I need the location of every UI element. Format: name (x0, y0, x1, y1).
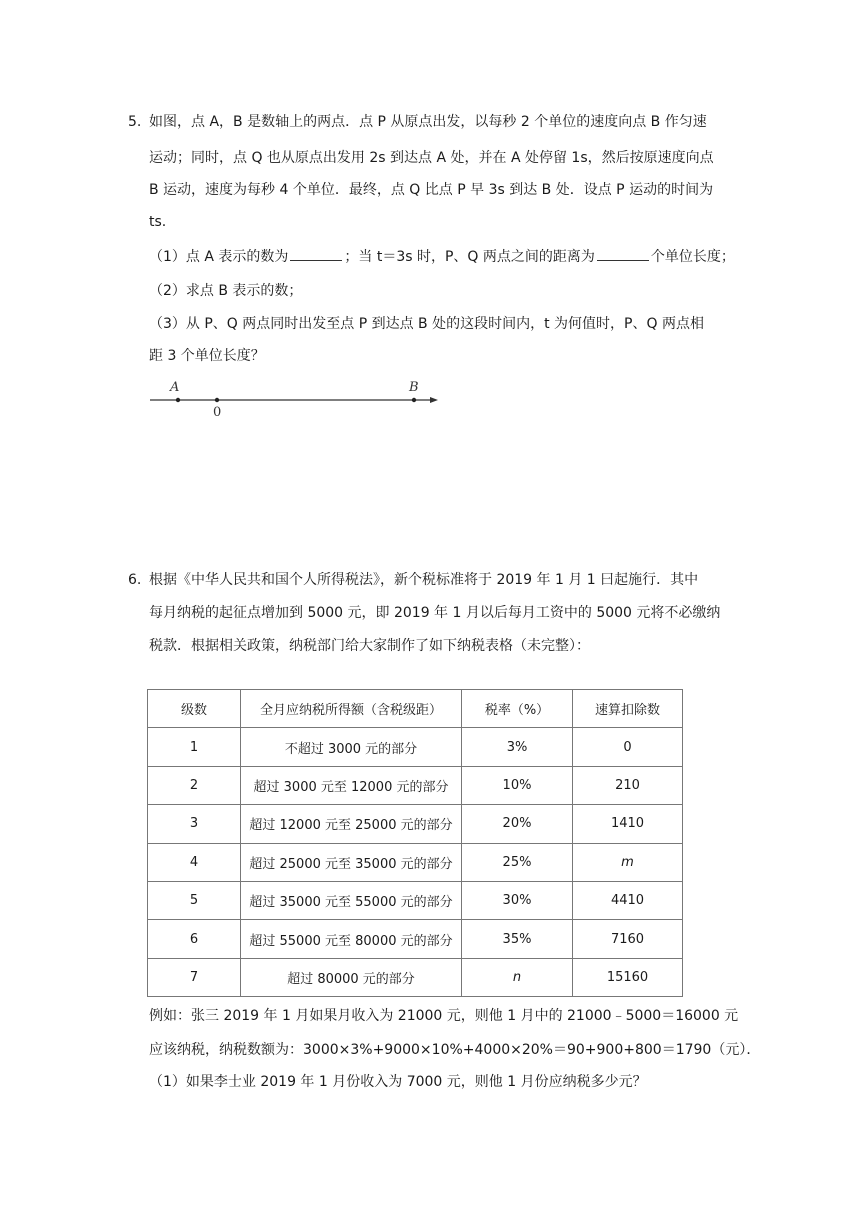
table-row (148, 766, 683, 804)
table-cell: 5 (148, 881, 241, 919)
table-row (148, 843, 683, 881)
point-a-dot (176, 398, 180, 402)
table-header-cell: 全月应纳税所得额（含税级距） (241, 690, 462, 728)
point-b-label: B (409, 380, 419, 395)
table-header-cell: 级数 (148, 690, 241, 728)
table-cell: 2 (148, 766, 241, 804)
table-cell: 10% (462, 766, 573, 804)
question-6-number: 6. (128, 572, 142, 588)
table-header-row (148, 690, 683, 728)
question-6-part-1: （1）如果李士业 2019 年 1 月份收入为 7000 元，则他 1 月份应纳税多少元？ (149, 1074, 647, 1090)
point-a-label: A (170, 380, 180, 395)
table-cell: 6 (148, 920, 241, 958)
table-cell: 20% (462, 805, 573, 843)
table-cell: 3 (148, 805, 241, 843)
table-cell: 超过 35000 元至 55000 元的部分 (241, 881, 462, 919)
question-6-line-3: 税款．根据相关政策，纳税部门给大家制作了如下纳税表格（未完整）： (149, 638, 590, 654)
table-cell: 210 (573, 766, 683, 804)
table-row (148, 805, 683, 843)
table-cell: 超过 3000 元至 12000 元的部分 (241, 766, 462, 804)
table-row (148, 920, 683, 958)
table-header-cell: 速算扣除数 (573, 690, 683, 728)
table-cell: n (462, 958, 573, 996)
question-5-part-2: （2）求点 B 表示的数； (149, 283, 303, 299)
table-cell: 不超过 3000 元的部分 (241, 728, 462, 766)
question-5-line-4: ts. (149, 214, 167, 230)
table-row (148, 728, 683, 766)
table-cell: 1410 (573, 805, 683, 843)
table-cell: 7160 (573, 920, 683, 958)
table-header-cell: 税率（%） (462, 690, 573, 728)
table-cell: 1 (148, 728, 241, 766)
part-1-text-a: （1）点 A 表示的数为 (149, 249, 289, 265)
table-cell: 15160 (573, 958, 683, 996)
origin-dot (215, 398, 219, 402)
part-1-text-c: 个单位长度； (650, 249, 735, 265)
table-cell: 7 (148, 958, 241, 996)
part-1-text-b: ；当 t＝3s 时，P、Q 两点之间的距离为 (344, 249, 595, 265)
point-b-dot (412, 398, 416, 402)
table-cell: 超过 12000 元至 25000 元的部分 (241, 805, 462, 843)
table-row (148, 881, 683, 919)
question-6-line-2: 每月纳税的起征点增加到 5000 元，即 2019 年 1 月以后每月工资中的 5000 元将不必缴纳 (149, 605, 721, 621)
question-5-part-3-line-1: （3）从 P、Q 两点同时出发至点 P 到达点 B 处的这段时间内，t 为何值时，P、Q 两点相 (149, 316, 704, 332)
table-cell: 0 (573, 728, 683, 766)
table-row (148, 958, 683, 996)
table-cell: 超过 80000 元的部分 (241, 958, 462, 996)
question-6-line-1: 根据《中华人民共和国个人所得税法》，新个税标准将于 2019 年 1 月 1 曰起施行．其中 (149, 572, 699, 588)
question-5-line-1: 如图，点 A，B 是数轴上的两点．点 P 从原点出发，以每秒 2 个单位的速度向点 B 作匀速 (149, 114, 707, 130)
table-cell: m (573, 843, 683, 881)
question-5-line-2: 运动；同时，点 Q 也从原点出发用 2s 到达点 A 处，并在 A 处停留 1s，然后按原速度向点 (149, 150, 714, 166)
answer-blank (597, 246, 649, 261)
tax-table (147, 689, 683, 997)
question-5-part-1 (149, 246, 735, 267)
table-cell: 25% (462, 843, 573, 881)
question-5-number: 5. (128, 114, 142, 130)
question-5-line-3: B 运动，速度为每秒 4 个单位．最终，点 Q 比点 P 早 3s 到达 B 处．设点 P 运动的时间为 (149, 182, 714, 198)
example-line-1: 例如：张三 2019 年 1 月如果月收入为 21000 元，则他 1 月中的 21000﹣5000＝16000 元 (149, 1008, 739, 1024)
table-cell: 超过 25000 元至 35000 元的部分 (241, 843, 462, 881)
answer-blank (290, 246, 342, 261)
origin-label: 0 (213, 405, 222, 418)
question-5-part-3-line-2: 距 3 个单位长度？ (149, 348, 265, 364)
arrow-head-icon (430, 397, 438, 403)
table-cell: 4410 (573, 881, 683, 919)
table-cell: 30% (462, 881, 573, 919)
table-cell: 3% (462, 728, 573, 766)
table-cell: 4 (148, 843, 241, 881)
example-line-2: 应该纳税，纳税数额为：3000×3%+9000×10%+4000×20%＝90+900+800＝1790（元）． (149, 1042, 761, 1058)
number-line-figure (148, 372, 440, 418)
table-cell: 35% (462, 920, 573, 958)
table-cell: 超过 55000 元至 80000 元的部分 (241, 920, 462, 958)
